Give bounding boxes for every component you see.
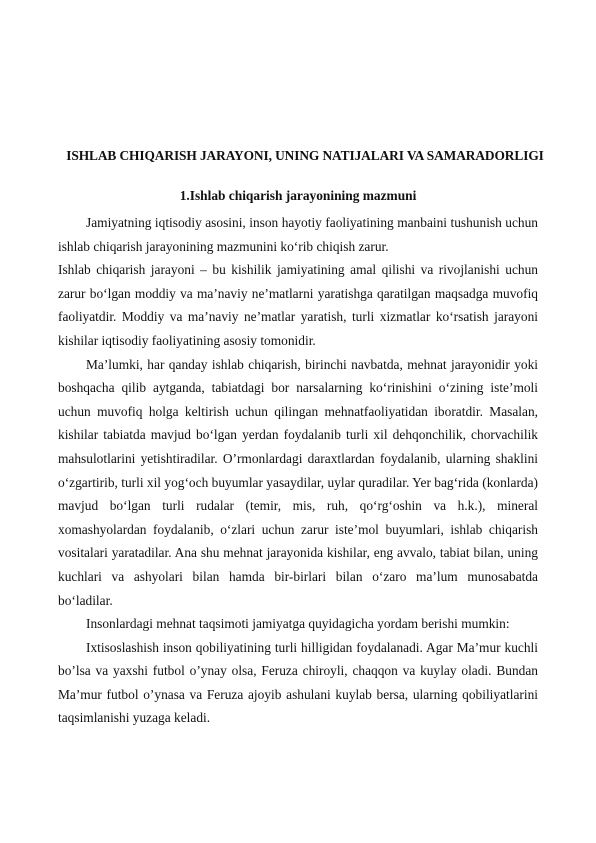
document-title: ISHLAB CHIQARISH JARAYONI, UNING NATIJALARI VA SAMARADORLIGI bbox=[66, 148, 544, 163]
paragraph-intro: Jamiyatning iqtisodiy asosini, inson hayotiy faoliyatining manbaini tushunish uchun ishlab chiqarish jarayonining mazmunini ko‘rib chiqish zarur. bbox=[58, 215, 538, 254]
section-heading: 1.Ishlab chiqarish jarayonining mazmuni bbox=[179, 188, 417, 203]
paragraph-definition: Ishlab chiqarish jarayoni – bu kishilik jamiyatining amal qilishi va rivojlanishi uchun zarur bo‘lgan moddiy va ma’naviy ne’matlarni yaratishga qaratilgan maqsadga muvofiq faoliyatdir. Moddiy va ma’naviy ne’matlar yaratish, turli xizmatlar ko‘rsatish jarayoni kishilar iqtisodiy faoliyatining asosiy tomonidir. bbox=[58, 262, 538, 348]
document-body bbox=[58, 211, 538, 730]
paragraph-division-of-labor: Insonlardagi mehnat taqsimoti jamiyatga quyidagicha yordam berishi mumkin: bbox=[86, 616, 510, 632]
paragraph-labor-process: Ma’lumki, har qanday ishlab chiqarish, birinchi navbatda, mehnat jarayonidir yoki boshqacha qilib aytganda, tabiatdagi bor narsalarning ko‘rinishini o‘zining iste’moli uchun muvofiq holga keltirish uchun qilingan mehnatfaoliyatidan iboratdir. Masalan, kishilar tabiatda mavjud bo‘lgan yerdan foydalanib turli xil dehqonchilik, chorvachilik mahsulotlarini yetishtiradilar. O’rmonlardagi daraxtlardan foydalanib, ularning shaklini o‘zgartirib, turli xil yog‘och buyumlar yasaydilar, uylar quradilar. Yer bag‘rida (konlarda) mavjud bo‘lgan turli rudalar (temir, mis, ruh, qo‘rg‘oshin va h.k.), mineral xomashyolardan foydalanib, o‘zlari uchun zarur iste’mol buyumlari, ishlab chiqarish vositalari yaratadilar. Ana shu mehnat jarayonida kishilar, eng avvalo, tabiat bilan, uning kuchlari va ashyolari bilan hamda bir-birlari bilan o‘zaro ma’lum munosabatda bo‘ladilar. bbox=[58, 356, 538, 608]
paragraph-specialization: Ixtisoslashish inson qobiliyatining turli hilligidan foydalanadi. Agar Ma’mur kuchli bo’lsa va yaxshi futbol o’ynay olsa, Feruza chiroyli, chaqqon va kuylay oladi. Bundan Ma’mur futbol o’ynasa va Feruza ajoyib ashulani kuylab bersa, ularning qobiliyatlarini taqsimlanishi yuzaga keladi. bbox=[58, 639, 538, 726]
